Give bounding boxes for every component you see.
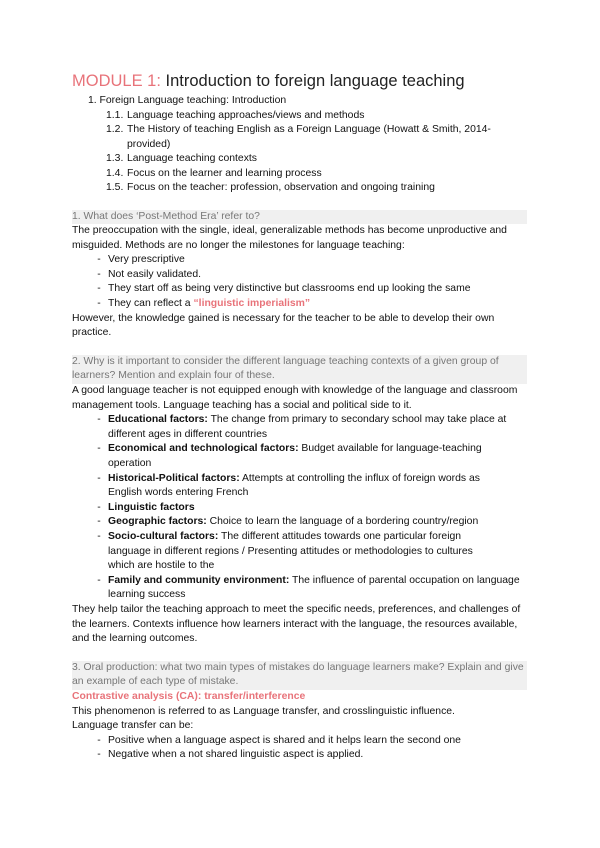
toc-item: 1.5. Focus on the teacher: profession, observation and ongoing training — [106, 182, 435, 193]
q3-paragraph-2: Language transfer can be: — [72, 720, 194, 732]
q1-conclusion: However, the knowledge gained is necessary for the teacher to be able to develop their own practice. — [72, 312, 495, 339]
list-item: - Socio-cultural factors: The different attitudes towards one particular foreign language in different regions / Presenting attitudes or methodologies to cultures which are hostile to the — [97, 530, 473, 572]
list-item: - They can reflect a “linguistic imperialism” — [97, 298, 311, 310]
list-item: - Economical and technological factors: Budget available for language-teaching operation — [97, 443, 482, 469]
toc-item: 1.3. Language teaching contexts — [106, 153, 257, 164]
q1-bullet-list — [72, 253, 527, 311]
list-item: - They start off as being very distinctive but classrooms end up looking the same — [97, 283, 471, 295]
document-page — [72, 70, 527, 763]
module-title-text: Introduction to foreign language teaching — [160, 72, 465, 90]
q3-paragraph-1: This phenomenon is referred to as Language transfer, and crosslinguistic influence. — [72, 705, 455, 717]
toc-item: 1.2. The History of teaching English as a Foreign Language (Howatt & Smith, 2014-provided) — [106, 124, 491, 150]
question-2: 2. Why is it important to consider the different language teaching contexts of a given group of learners? Mention and explain four of these. — [72, 355, 527, 384]
list-item: - Educational factors: The change from primary to secondary school may take place at different ages in different countries — [97, 414, 507, 440]
list-item: - Positive when a language aspect is shared and it helps learn the second one — [97, 734, 461, 746]
list-item: - Historical-Political factors: Attempts at controlling the influx of foreign words as English words entering French — [97, 472, 480, 499]
toc-item: 1.4. Focus on the learner and learning process — [106, 167, 322, 179]
list-item: - Very prescriptive — [97, 254, 185, 266]
question-1: 1. What does ‘Post-Method Era’ refer to? — [72, 210, 527, 225]
list-item: - Negative when a not shared linguistic aspect is applied. — [97, 749, 364, 761]
toc-item: 1.1. Language teaching approaches/views and methods — [106, 109, 365, 121]
q3-subheading: Contrastive analysis (CA): transfer/interference — [72, 690, 306, 702]
list-item: - Geographic factors: Choice to learn the language of a bordering country/region — [97, 516, 479, 528]
linguistic-imperialism-highlight: “linguistic imperialism” — [193, 298, 311, 310]
q2-factor-list — [72, 413, 527, 603]
list-item: - Linguistic factors — [97, 501, 195, 513]
module-label: MODULE 1: — [72, 72, 161, 90]
q2-intro: A good language teacher is not equipped enough with knowledge of the language and classroom management tools. Language teaching has a social and political side to it. — [72, 385, 518, 411]
list-item: - Not easily validated. — [97, 268, 201, 280]
table-of-contents — [72, 94, 527, 196]
toc-main-item: 1. Foreign Language teaching: Introduction — [88, 95, 287, 106]
q2-conclusion: They help tailor the teaching approach to meet the specific needs, preferences, and challenges of the learners. Contexts influence how learners interact with the language, the resources available, and the learning outcomes. — [72, 603, 521, 645]
q1-intro: The preoccupation with the single, ideal, generalizable methods has become unproductive and misguided. Methods are no longer the milestones for language teaching: — [72, 225, 507, 251]
module-title — [72, 70, 527, 92]
q3-bullet-list — [72, 734, 527, 763]
question-3: 3. Oral production: what two main types of mistakes do language learners make? Explain and give an example of each type of mistake. — [72, 661, 527, 690]
list-item: - Family and community environment: The influence of parental occupation on language learning success — [97, 574, 520, 601]
